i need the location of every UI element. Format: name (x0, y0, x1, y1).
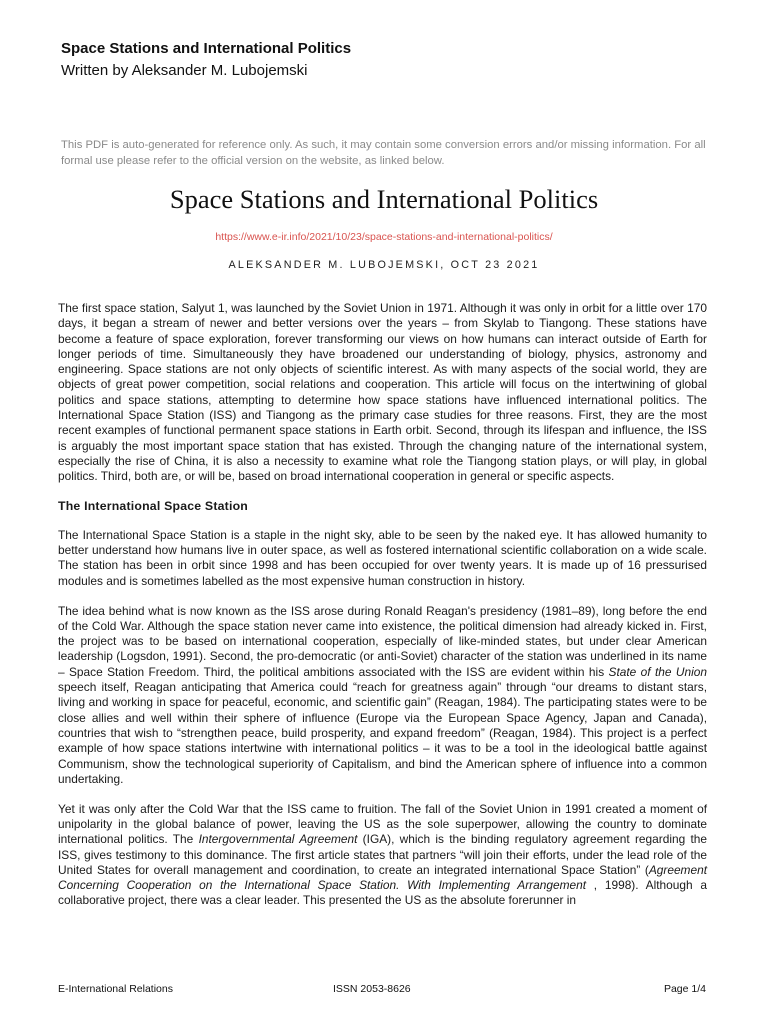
text-run: The idea behind what is now known as the ISS arose during Ronald Reagan's presidency (1981–89), long before the end of the Cold War. Although the space station never came into existence, the political dimension had already kicked in. First, the project was to be based on international cooperation, especially of like-minded states, but under clear American leadership (Logsdon, 1991). Second, the pro-democratic (or anti-Soviet) character of the station was underlined in its name – Space Station Freedom. Third, the political ambitions associated with the ISS are evident within his (58, 603, 707, 679)
text-run: speech itself, Reagan anticipating that America could “reach for greatness again” through “our dreams to distant stars, living and working in space for peaceful, economic, and scientific gain” (Reagan, 1984). The participating states were to be close allies and well within their sphere of influence (Europe via the European Space Agency, Japan and Canada), countries that wish to “strengthen peace, build prosperity, and expand freedom” (Reagan, 1984). This project is a perfect example of how space stations intertwine with international politics – it was to be a tool in the ideological battle against Communism, show the technological superiority of Capitalism, and bind the American sphere of influence into a common undertaking. (58, 680, 707, 786)
article-title: Space Stations and International Politics (169, 184, 599, 214)
paragraph-intro: The first space station, Salyut 1, was launched by the Soviet Union in 1971. Although it was only in orbit for a little over 170 days, it began a stream of newer and better versions over the years – from Skylab to Tiangong. These stations have become a feature of space exploration, forever transforming our views on how humans can interact outside of Earth for longer periods of time. Simultaneously they have broadened our understanding of biology, physics, astronomy and engineering. Space stations are not only objects of scientific interest. As with many aspects of the social world, they are objects of great power competition, social relations and cooperation. This article will focus on the intertwining of global politics and space stations, attempting to determine how space stations have influenced international politics. The International Space Station (ISS) and Tiangong as the primary case studies for three reasons. First, they are the most recent examples of functional permanent space stations in Earth orbit. Second, through its lifespan and influence, the ISS is arguably the most important space station that has existed. Through the changing nature of the international system, especially the rise of China, it is also a necessity to examine what role the Tiangong station plays, or will play, in global politics. Third, both are, or will be, based on broad international cooperation in general or specific aspects. (58, 301, 707, 484)
header-author: Written by Aleksander M. Lubojemski (61, 62, 308, 79)
footer-publisher: E-International Relations (58, 983, 173, 995)
paragraph-iss-overview: The International Space Station is a staple in the night sky, able to be seen by the naked eye. It has allowed humanity to better understand how humans live in outer space, as well as fostered international scientific collaboration on a wide scale. The station has been in orbit since 1998 and has been occupied for over twenty years. It is made up of 16 pressurised modules and is sometimes labelled as the most expensive human construction in history. (58, 527, 707, 588)
emphasis-text: Intergovernmental Agreement (198, 832, 358, 847)
section-heading-iss: The International Space Station (58, 499, 248, 514)
text-run: Yet it was only after the Cold War that the ISS came to fruition. The fall of the Soviet Union in 1991 created a moment of unipolarity in the global balance of power, leaving the US as the sole superpower, allowing the country to dominate international politics. The (58, 801, 707, 847)
article-body (58, 301, 707, 923)
pdf-notice: This PDF is auto-generated for reference only. As such, it may contain some conversion errors and/or missing information. For all formal use please refer to the official version on the website, as linked below. (61, 139, 706, 167)
emphasis-text: State of the Union (608, 664, 707, 679)
header-title: Space Stations and International Politics (61, 40, 352, 57)
emphasis-text: Agreement Concerning Cooperation on the International Space Station. With Implementing Arrangement (58, 862, 707, 893)
text-run: , 1998). Although a collaborative project, there was a clear leader. This presented the US as the absolute forerunner in (58, 878, 707, 908)
footer-page-number: Page 1/4 (663, 983, 706, 995)
article-url-link[interactable]: https://www.e-ir.info/2021/10/23/space-stations-and-international-politics/ (215, 231, 553, 243)
paragraph-iss-origins (58, 604, 707, 788)
paragraph-post-cold-war (58, 802, 707, 909)
text-run: (IGA), which is the binding regulatory agreement regarding the ISS, gives testimony to this dominance. The first article states that partners “will join their efforts, under the lead role of the United States for overall management and coordination, to create an integrated international Space Station” ( (58, 832, 707, 877)
footer-issn: ISSN 2053-8626 (333, 983, 411, 995)
article-byline: ALEKSANDER M. LUBOJEMSKI, OCT 23 2021 (228, 259, 540, 271)
